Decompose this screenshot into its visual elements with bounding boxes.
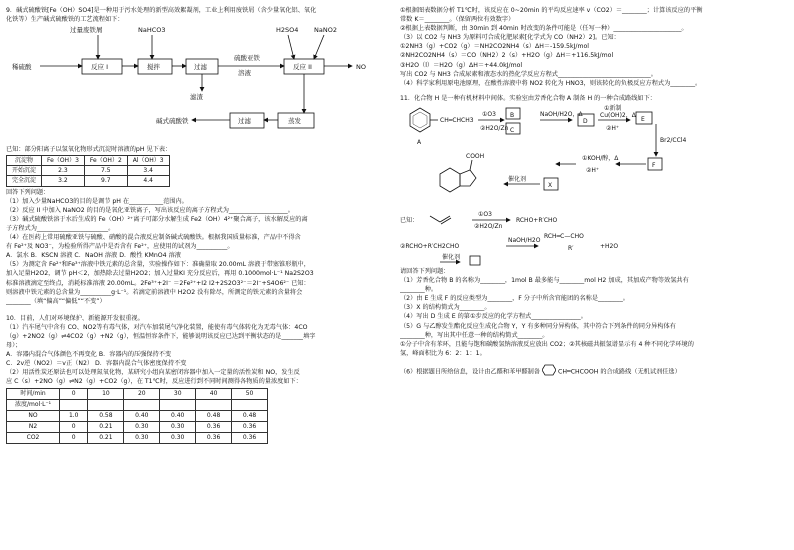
q9-line: （3）碱式硫酸铁溶于水后生成的 Fe（OH）²⁺离子可部分水解生成 Fe2（OH）4²⁺聚合离子，该水解反应的离 xyxy=(6,215,308,223)
q11-synthesis-route xyxy=(400,104,788,204)
table-cell: 0.58 xyxy=(88,410,124,421)
flow-start: 稀硫酸 xyxy=(12,63,32,72)
table-cell: N2 xyxy=(7,421,60,432)
table-cell: 0.36 xyxy=(196,421,232,432)
table-cell: CO2 xyxy=(7,432,60,443)
q9-title: 9．碱式硫酸铁[Fe（OH）SO4]是一种用于污水处理的新型高效絮凝剂，工业上利用废铁屑（含少量氧化铝、氧化 xyxy=(6,7,317,14)
table-cell: 0.30 xyxy=(124,421,160,432)
table-cell: 完全沉淀 xyxy=(7,176,42,186)
q9-flowchart xyxy=(6,25,388,143)
table-row xyxy=(7,166,170,176)
q9-line: ________（填“偏高”“偏低”“不变”） xyxy=(6,297,106,305)
q10-line: 母）； xyxy=(6,342,22,350)
q9-ph-table xyxy=(6,155,170,186)
q10-cont-line: （4）科学家利用原电池原理，在酸性溶液中将 NO2 转化为 HNO3，则该转化的负极反应方程式为________。 xyxy=(400,79,702,87)
table-cell: 开始沉淀 xyxy=(7,166,42,176)
q10-cont-line: 常数 K＝________。（保留两位有效数字） xyxy=(400,16,515,24)
q10-line: （1）汽车尾气中含有 CO、NO2等有毒气体，对汽车加装尾气净化装置，能使有毒气体转化为无毒气体：4CO xyxy=(6,323,308,331)
q9-line: 子方程式为_______________________。 xyxy=(6,224,115,232)
route-br2: Br2/CCl4 xyxy=(660,136,687,144)
route-step1b: ②H2O/Zn xyxy=(480,124,509,132)
q10-line: 应 C（s）+2NO（g）⇌N2（g）+CO2（g），在 T1℃时，反应进行到不同时间测得各物质的量浓度如下： xyxy=(6,378,302,386)
table-cell: 2.3 xyxy=(42,166,85,176)
q9-options: A．氯水 B．KSCN 溶液 C．NaOH 溶液 D．酸性 KMnO4 溶液 xyxy=(6,252,181,260)
table-cell: 0.21 xyxy=(88,432,124,443)
table-cell: 0.30 xyxy=(160,421,196,432)
q10-cont-line: ①根据图表数据分析 T1℃时，该反应在 0~20min 的平均反应速率 v（CO2）＝________；计算该反应的平衡 xyxy=(400,7,703,14)
known2-cond: NaOH/H2O xyxy=(508,236,541,244)
q11-line: ________种。 xyxy=(400,286,438,294)
flow-box3-label: 过滤 xyxy=(194,63,207,72)
flow-box2-label: 搅拌 xyxy=(147,63,160,72)
q11-line: （2）由 E 生成 F 的反应类型为________，F 分子中所含官能团的名称是________。 xyxy=(400,295,629,303)
q11-line: （1）芳香化合物 B 的名称为________，1mol B 最多能与________mol H2 加成，其加成产物等效氢共有 xyxy=(400,277,689,285)
table-subheader-row xyxy=(7,399,268,410)
route-e-label: E xyxy=(641,115,645,123)
table-header: 时间/min xyxy=(7,388,60,399)
table-cell: 1.0 xyxy=(60,410,88,421)
table-header: Fe（OH）3 xyxy=(42,156,85,166)
table-header-row xyxy=(7,388,268,399)
route-hplus2: ②H⁺ xyxy=(586,166,600,174)
table-cell: 7.5 xyxy=(84,166,127,176)
q9-line: （1）加入少量NaHCO3的目的是调节 pH 在___________范围内。 xyxy=(6,197,188,205)
q11-line: ①分子中含有苯环，且能与饱和碳酸氢钠溶液反应放出 CO2；②其核磁共振氢谱显示有 4 种不同化学环境的 xyxy=(400,340,694,348)
q9-line: 则溶液中铁元素的总含量为__________g·L⁻¹。若滴定前溶液中 H2O2 没有除尽，所测定的铁元素的含量将会 xyxy=(6,288,303,296)
q9-title-cont: 化铁等）生产碱式硫酸铁的工艺流程如下： xyxy=(6,16,124,24)
flow-product-label: 碱式硫酸铁 xyxy=(156,117,189,126)
q11-line: 氢，峰面积比为 6：2：1：1。 xyxy=(400,349,486,357)
table-header: 30 xyxy=(160,388,196,399)
route-cat: 催化剂 xyxy=(508,175,527,183)
flow-reagent3: H2SO4 xyxy=(276,26,299,35)
known2-r: R′ xyxy=(568,244,574,252)
known-reactions-svg xyxy=(400,206,788,266)
synthesis-route-svg xyxy=(400,104,788,204)
q10-line: （g）+2NO2（g）⇌4CO2（g）+N2（g），恒温恒容条件下，能够说明该反应已达到平衡状态的是_______填字 xyxy=(6,332,316,340)
q9-line: （2）反应 II 中加入 NaNO2 的目的是氧化亚铁离子，写出该反应的离子方程式为___________________。 xyxy=(6,206,294,214)
route-c-label: C xyxy=(510,126,515,134)
route-chain: CH═CHCH3 xyxy=(440,116,474,124)
table-header: 10 xyxy=(88,388,124,399)
q11-line: （4）写出 D 生成 E 的第①步反应的化学方程式________________。 xyxy=(400,313,587,321)
flow-box1-label: 反应 I xyxy=(91,63,108,72)
q11-line-6-b: 的合成路线（无机试剂任选） xyxy=(600,368,681,376)
route-hplus: ②H⁺ xyxy=(606,124,620,132)
known3-cond: 催化剂 xyxy=(442,253,461,261)
table-cell: NO xyxy=(7,410,60,421)
route-b-label: B xyxy=(510,111,515,119)
table-row xyxy=(7,432,268,443)
q9-answer-prompt: 回答下列问题： xyxy=(6,188,50,196)
table-cell: 0.48 xyxy=(196,410,232,421)
flow-box5-label: 蒸发 xyxy=(288,117,301,126)
q10-cont-line: ②NH2CO2NH4（s）＝CO（NH2）2（s）+H2O（g）ΔH＝+116.5kJ/mol xyxy=(400,52,614,60)
q11-line: ________种，写出其中任意一种的结构简式________。 xyxy=(400,331,549,339)
table-cell: 0.40 xyxy=(160,410,196,421)
table-cell: 0 xyxy=(60,432,88,443)
table-cell: 0.40 xyxy=(124,410,160,421)
q10-cont-line: 写出 CO2 与 NH3 合成尿素和液态水的热化学反应方程式______________________________。 xyxy=(400,70,657,78)
q10-line: （2）用活性炭还原法也可以处理氮氧化物，某研究小组向某密闭容器中加入一定量的活性炭和 NO，发生反 xyxy=(6,369,300,377)
table-subheader: 浓度/mol·L⁻¹ xyxy=(7,399,60,410)
table-row xyxy=(7,410,268,421)
table-cell: 0.30 xyxy=(160,432,196,443)
table-row xyxy=(7,176,170,186)
table-cell: 0.36 xyxy=(232,421,268,432)
q10-title: 10．目前，人们对环境保护、新能源开发很重视。 xyxy=(6,314,144,322)
table-cell: 0 xyxy=(60,421,88,432)
known1-cond-a: ①O3 xyxy=(478,210,492,218)
table-cell: 0.48 xyxy=(232,410,268,421)
q9-known: 已知：部分阳离子以氢氧化物形式沉淀时溶液的pH 见下表： xyxy=(6,146,172,154)
table-header-row xyxy=(7,156,170,166)
q10-options-ab: A．容器内混合气体颜色不再变化 B．容器内的压强保持不变 xyxy=(6,351,172,359)
table-cell: 0.21 xyxy=(88,421,124,432)
known1-cond-b: ②H2O/Zn xyxy=(474,222,503,230)
route-a-label: A xyxy=(417,138,422,146)
flow-reagent1: 过量废铁屑 xyxy=(70,26,103,35)
table-header: 沉淀物 xyxy=(7,156,42,166)
q11-title: 11．化合物 H 是一种有机材料中间体。实验室由芳香化合物 A 制备 H 的一种合成路线如下： xyxy=(400,94,656,102)
q11-target: CH═CHCOOH xyxy=(558,368,599,376)
q10-concentration-table xyxy=(6,388,268,444)
route-naoh: NaOH/H2O，Δ xyxy=(540,110,583,118)
flow-gas-label: NO xyxy=(356,63,366,72)
route-x-label: X xyxy=(548,181,553,189)
q11-line-6-a: （6）根据题目所给信息，设计由乙醛和苯甲醛制备 xyxy=(400,368,541,376)
flow-residue-label: 滤渣 xyxy=(190,93,203,102)
flow-box4-label: 反应 II xyxy=(293,63,312,72)
table-cell: 0.36 xyxy=(232,432,268,443)
q9-line: 有 Fe²⁺及 NO3⁻，为检验所得产品中是否含有 Fe²⁺，应使用的试剂为__________。 xyxy=(6,243,234,251)
known2-reactants: ②RCHO+R′CH2CHO xyxy=(400,242,460,250)
route-cuoh: ①新制 xyxy=(604,104,622,112)
q10-cont-line: ③H2O（l）＝H2O（g）ΔH＝+44.0kJ/mol xyxy=(400,61,523,69)
q9-line: 加入足量H2O2，调节 pH＜2，加热除去过量H2O2；加入过量KI 充分反应后，再用 0.1000mol·L⁻¹ Na2S2O3 xyxy=(6,270,314,278)
q11-known-reactions xyxy=(400,206,788,266)
route-f-label: F xyxy=(652,161,656,169)
benzene-icon xyxy=(542,364,556,379)
table-header: Al（OH）3 xyxy=(127,156,169,166)
table-header: Fe（OH）2 xyxy=(84,156,127,166)
table-cell: 0.30 xyxy=(124,432,160,443)
route-cooh: COOH xyxy=(466,152,485,160)
q9-line: 标准溶液滴定至终点，消耗标准溶液 20.00mL。2Fe³⁺+2I⁻ ＝2Fe²⁺+I2 I2+2S2O3²⁻＝2I⁻+S4O6²⁻ 已知： xyxy=(6,279,310,287)
flowchart-svg xyxy=(6,25,388,143)
table-header: 20 xyxy=(124,388,160,399)
table-header: 50 xyxy=(232,388,268,399)
flow-box6-label: 过滤 xyxy=(238,117,251,126)
product-ring xyxy=(440,168,460,192)
table-header: 40 xyxy=(196,388,232,399)
table-cell: 4.4 xyxy=(127,176,169,186)
flow-mid-label: 硫酸亚铁 xyxy=(234,54,260,63)
q10-cont-line: ①2NH3（g）+CO2（g）＝NH2CO2NH4（s）ΔH＝-159.5kJ/mol xyxy=(400,43,590,51)
route-cuoh2: Cu(OH)2，Δ xyxy=(600,111,636,119)
table-cell: 9.7 xyxy=(84,176,127,186)
left-column xyxy=(6,6,388,444)
right-column xyxy=(400,6,788,379)
table-cell: 3.2 xyxy=(42,176,85,186)
q11-line: （3）X 的结构简式为________。 xyxy=(400,304,491,312)
route-koh: ①KOH/醇，Δ xyxy=(582,154,619,162)
table-row xyxy=(7,421,268,432)
flow-mid2-label: 溶液 xyxy=(238,69,251,78)
table-cell: 0.36 xyxy=(196,432,232,443)
q11-answer-prompt: 请回答下列问题： xyxy=(400,267,450,275)
known2-product: RCH═C—CHO xyxy=(544,232,584,240)
q10-cont-line: （3）以 CO2 与 NH3 为原料可合成化肥尿素[化学式为 CO（NH2）2]。已知： xyxy=(400,34,620,42)
known2-h2o: +H2O xyxy=(600,242,619,250)
table-header: 0 xyxy=(60,388,88,399)
q10-cont-line: ②根据上表数据判断，由 30min 到 40min 时改变的条件可能是（任写一种）______________________。 xyxy=(400,25,688,33)
table-cell: 3.4 xyxy=(127,166,169,176)
q11-line-6 xyxy=(400,364,788,379)
flow-reagent2: NaHCO3 xyxy=(138,26,166,35)
q9-line: （5）为测定含 Fe²⁺和Fe³⁺溶液中铁元素的总含量，实验操作如下：准确量取 20.00mL 溶液于带塞锥形瓶中， xyxy=(6,261,310,269)
q10-options-cd: C．2v逆（NO2）＝v正（N2） D．容器内混合气体密度保持不变 xyxy=(6,360,187,368)
q9-line: （4）在医药上常用硫酸亚铁与硫酸、硝酸的混合液反应制备碱式硫酸铁。根据我国质量标准，产品中不得含 xyxy=(6,234,301,242)
route-step1: ①O3 xyxy=(482,110,496,118)
known-label: 已知： xyxy=(400,216,419,224)
flow-reagent4: NaNO2 xyxy=(314,26,337,35)
route-d-label: D xyxy=(583,117,588,125)
q11-line: （5）G 与乙醇发生酯化反应生成化合物 Y，Y 有多种同分异构体，其中符合下列条件的同分异构体有 xyxy=(400,322,676,330)
known1-product: RCHO+R′CHO xyxy=(516,216,558,224)
